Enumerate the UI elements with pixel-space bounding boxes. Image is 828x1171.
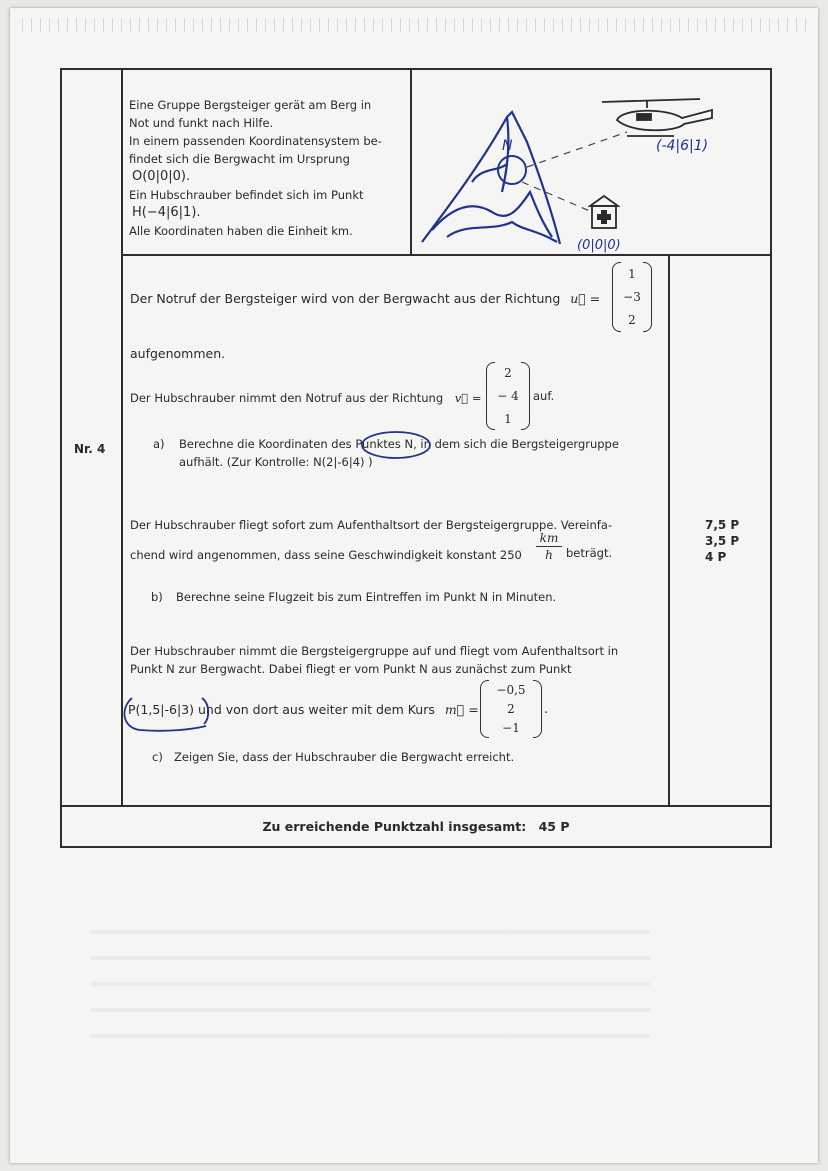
speed-unit-numerator: km [536, 530, 562, 547]
origin-point: O(0|0|0). [132, 169, 191, 184]
v-sentence [130, 389, 482, 407]
hand-sketch [412, 72, 768, 254]
m-vector-cell: −0,5 [496, 682, 526, 697]
subtask-a-line: Berechne die Koordinaten des Punktes N, in dem sich die Bergsteigergruppe [179, 437, 619, 451]
hospital-icon [590, 196, 618, 228]
v-sentence-text: Der Hubschrauber nimmt den Notruf aus der Richtung [130, 391, 444, 405]
u-sentence [130, 289, 600, 308]
v-vector-cell: − 4 [497, 388, 519, 403]
speed-after-text: beträgt. [566, 546, 613, 560]
ruler-strip [22, 18, 812, 32]
task-number: Nr. 4 [74, 442, 106, 456]
total-points-label: Zu erreichende Punktzahl insgesamt: [262, 819, 527, 834]
points-column [705, 517, 739, 565]
speed-line-2: chend wird angenommen, dass seine Geschwindigkeit konstant 250 [130, 548, 522, 562]
base-coord-label: (0|0|0) [577, 238, 621, 253]
route-point-p-text: P(1,5|-6|3) und von dort aus weiter mit dem Kurs [128, 702, 435, 717]
v-after-text: auf. [533, 389, 555, 403]
point-n-circle [498, 156, 526, 184]
bleed-through-text [90, 908, 650, 1058]
m-vector-cell: 2 [507, 701, 515, 716]
u-vector-cell: −3 [623, 289, 641, 304]
intro-line: findet sich die Bergwacht im Ursprung [129, 152, 350, 166]
handwritten-circle-n [358, 428, 438, 462]
route-text [130, 642, 670, 678]
points-b: 3,5 P [705, 534, 740, 548]
points-a: 7,5 P [705, 518, 740, 532]
intro-row-divider [121, 254, 772, 256]
subtask-c-label: c) [152, 750, 163, 764]
intro-text [129, 96, 409, 240]
intro-line: Eine Gruppe Bergsteiger gerät am Berg in [129, 98, 372, 112]
speed-unit-denominator: h [545, 548, 553, 562]
n-label: N [502, 138, 513, 154]
subtask-a-label: a) [153, 437, 165, 451]
footer-divider [62, 805, 772, 807]
m-vector [480, 680, 542, 738]
subtask-b-label: b) [151, 590, 163, 604]
mountain-icon [422, 112, 560, 244]
u-sentence-text: Der Notruf der Bergsteiger wird von der Bergwacht aus der Richtung [130, 291, 561, 306]
u-vector [612, 262, 652, 332]
u-label: u⃗ = [570, 291, 601, 306]
subtask-a-line: aufhält. (Zur Kontrolle: N(2|-6|4) ) [179, 455, 373, 469]
speed-line-1: Der Hubschrauber fliegt sofort zum Aufenthaltsort der Bergsteigergruppe. Vereinfa- [130, 518, 613, 532]
task-table [60, 68, 772, 848]
total-points-row [62, 817, 770, 836]
heli-dash-line [527, 132, 627, 167]
intro-line: Alle Koordinaten haben die Einheit km. [129, 224, 353, 238]
m-label: m⃗ = [444, 702, 479, 717]
helicopter-icon [602, 99, 712, 136]
heli-coord-label: (-4|6|1) [656, 138, 709, 154]
total-points-value: 45 P [538, 819, 570, 834]
subtask-b-text: Berechne seine Flugzeit bis zum Eintreffen im Punkt N in Minuten. [176, 590, 557, 604]
intro-line: Not und funkt nach Hilfe. [129, 116, 274, 130]
u-vector-cell: 1 [628, 266, 636, 281]
m-vector-cell: −1 [502, 721, 520, 736]
u-after-text: aufgenommen. [130, 346, 226, 361]
m-after-text: . [544, 702, 549, 717]
intro-line: In einem passenden Koordinatensystem be- [129, 134, 382, 148]
handwritten-circle-p [120, 690, 216, 734]
subtask-c-text: Zeigen Sie, dass der Hubschrauber die Bergwacht erreicht. [174, 750, 515, 764]
v-vector-cell: 1 [504, 411, 512, 426]
route-line: Punkt N zur Bergwacht. Dabei fliegt er vom Punkt N aus zunächst zum Punkt [130, 662, 572, 676]
v-vector-cell: 2 [504, 366, 512, 381]
u-vector-cell: 2 [628, 313, 636, 328]
heli-point: H(−4|6|1). [132, 205, 201, 220]
speed-fraction [536, 530, 562, 563]
points-c: 4 P [705, 550, 727, 564]
v-vector [486, 362, 530, 430]
intro-line: Ein Hubschrauber befindet sich im Punkt [129, 188, 364, 202]
route-line: Der Hubschrauber nimmt die Bergsteigergruppe auf und fliegt vom Aufenthaltsort in [130, 644, 619, 658]
v-label: v⃗ = [454, 391, 482, 405]
